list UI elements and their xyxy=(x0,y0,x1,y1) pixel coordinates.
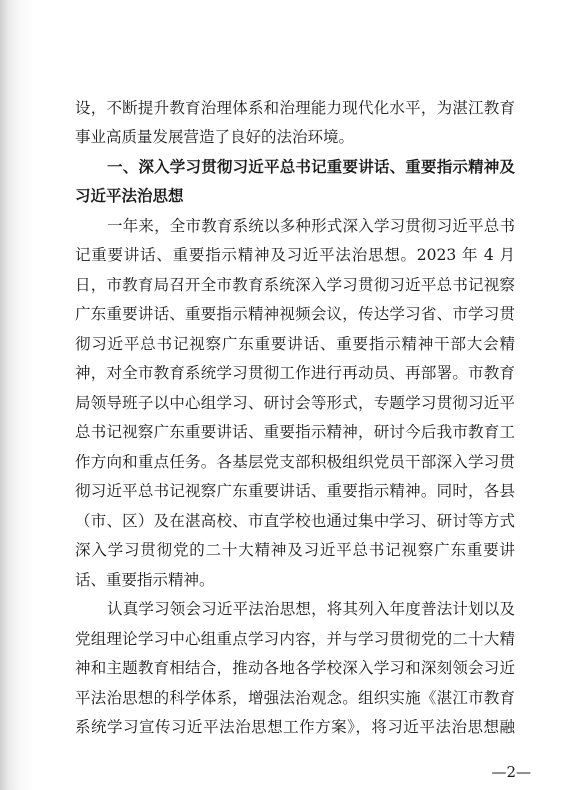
text-line: 广东重要讲话、重要指示精神视频会议，传达学习省、市学习贯 xyxy=(75,305,515,323)
text-line: 日，市教育局召开全市教育系统深入学习贯彻习近平总书记视察 xyxy=(75,276,515,294)
text-line: 局领导班子以中心组学习、研讨会等形式，专题学习贯彻习近平 xyxy=(75,394,515,412)
text-line: 神，对全市教育系统学习贯彻工作进行再动员、再部署。市教育 xyxy=(75,364,515,382)
text-line: 彻习近平总书记视察广东重要讲话、重要指示精神。同时，各县 xyxy=(75,482,515,500)
text-line: 神和主题教育相结合，推动各地各学校深入学习和深刻领会习近 xyxy=(75,659,515,677)
text-line: 深入学习贯彻党的二十大精神及习近平总书记视察广东重要讲 xyxy=(75,541,515,559)
text-line: 一年来，全市教育系统以多种形式深入学习贯彻习近平总书 xyxy=(107,217,515,235)
text-line: 记重要讲话、重要指示精神及习近平法治思想。2023 年 4 月 xyxy=(75,246,515,264)
text-line: 总书记视察广东重要讲话、重要指示精神，研讨今后我市教育工 xyxy=(75,423,515,441)
section-heading: 习近平法治思想 xyxy=(75,187,184,205)
text-line: 设，不断提升教育治理体系和治理能力现代化水平，为湛江教育 xyxy=(75,99,515,117)
text-line: 事业高质量发展营造了良好的法治环境。 xyxy=(75,128,355,146)
text-line: 认真学习领会习近平法治思想，将其列入年度普法计划以及 xyxy=(107,600,515,618)
text-line: （市、区）及在湛高校、市直学校也通过集中学习、研讨等方式 xyxy=(75,512,515,530)
text-line: 话、重要指示精神。 xyxy=(75,571,215,589)
page-number: —2— xyxy=(491,763,531,781)
text-line: 系统学习宣传习近平法治思想工作方案》，将习近平法治思想融 xyxy=(75,718,515,736)
text-line: 党组理论学习中心组重点学习内容，并与学习贯彻党的二十大精 xyxy=(75,630,515,648)
text-line: 作方向和重点任务。各基层党支部积极组织党员干部深入学习贯 xyxy=(75,453,515,471)
section-heading: 一、深入学习贯彻习近平总书记重要讲话、重要指示精神及 xyxy=(107,158,515,176)
text-line: 平法治思想的科学体系，增强法治观念。组织实施《湛江市教育 xyxy=(75,689,515,707)
text-line: 彻习近平总书记视察广东重要讲话、重要指示精神干部大会精 xyxy=(75,335,515,353)
